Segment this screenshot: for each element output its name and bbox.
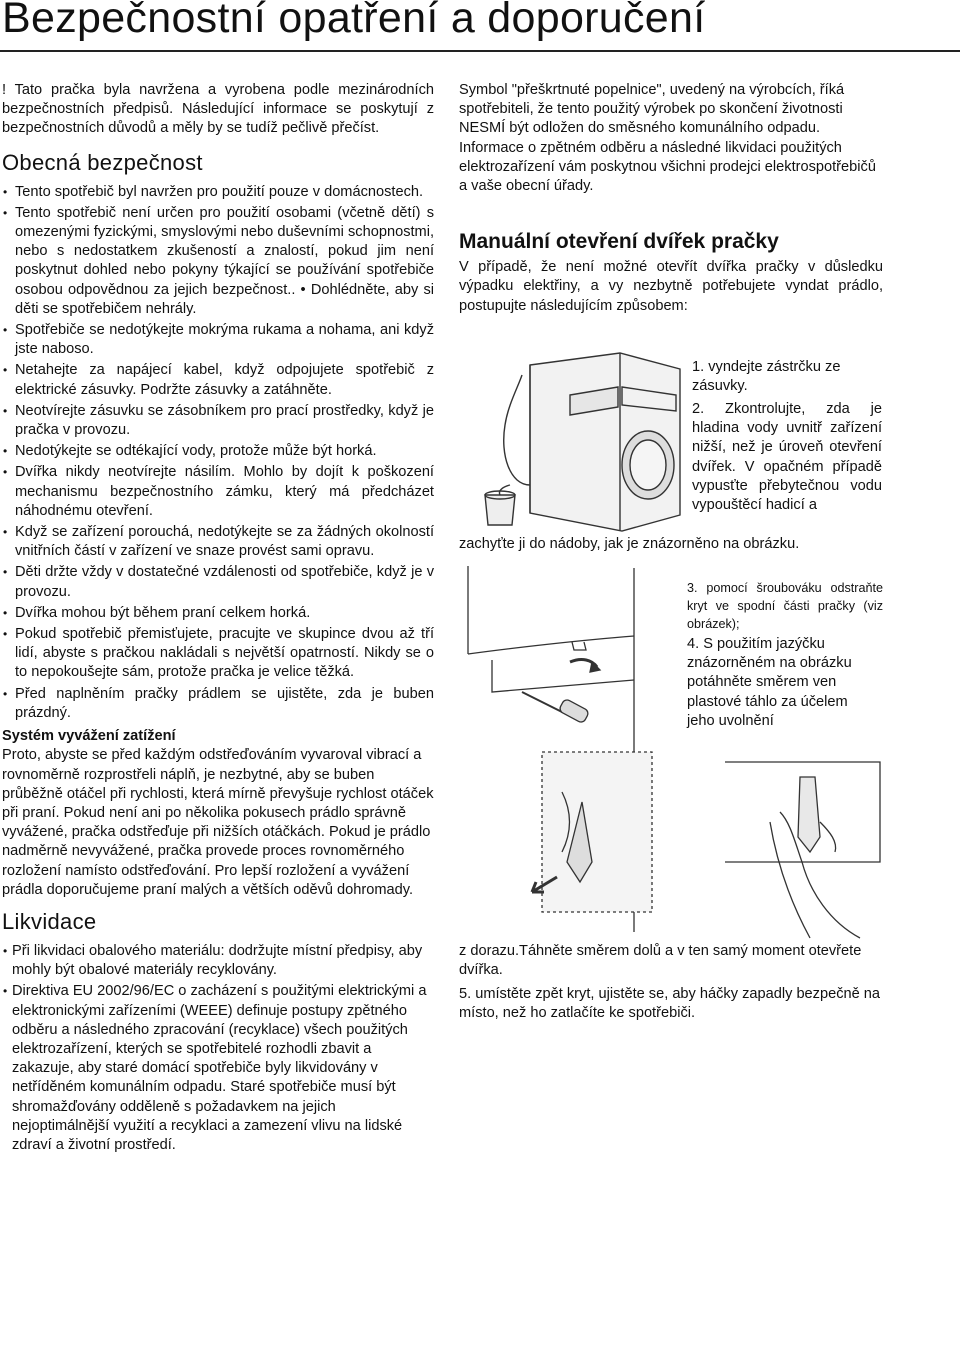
title-rule — [0, 50, 960, 52]
step-5: 5. umístěte zpět kryt, ujistěte se, aby háčky zapadly bezpečně na místo, než ho zatlačíte ke spotřebiči. — [459, 986, 881, 1022]
intro-text: ! Tato pračka byla navržena a vyrobena podle mezinárodních bezpečnostních předpisů. Následující informace se poskytují z bezpečnostních důvodů a měly by se tudíž pečlivě přečíst. — [2, 82, 434, 137]
step-3: 3. pomocí šroubováku odstraňte kryt ve spodní části pračky (viz obrázek); — [687, 581, 883, 631]
list-item: • Děti držte vždy v dostatečné vzdálenosti od spotřebiče, když je v provozu. — [2, 563, 434, 601]
step-4-continued: z dorazu.Táhněte směrem dolů a v ten samý moment otevřete dvířka. — [459, 943, 862, 979]
disposal-list — [2, 942, 434, 1155]
symbol-text: Symbol "přeškrtnuté popelnice", uvedený na výrobcích, říká spotřebiteli, že tento použitý výrobek po skončení životnosti NESMÍ být odložen do směsného komunálního odpadu. Informace o zpětném odběru a následné likvidaci použitých elektrozařízení vám poskytnou všichni prodejci elektrospotřebičů a vaše obecní úřady. — [459, 82, 876, 195]
balance-heading: Systém vyvážení zatížení — [2, 728, 176, 745]
list-item: • Dvířka nikdy neotvírejte násilím. Mohlo by dojít k poškození mechanismu bezpečnostního zámku, který má předcházet náhodnému otevření. — [2, 463, 434, 521]
list-item: • Neotvírejte zásuvku se zásobníkem pro prací prostředky, když je pračka v provozu. — [2, 402, 434, 440]
step-2: 2. Zkontrolujte, zda je hladina vody uvnitř zařízení nižší, než je úroveň otevření dvířek. V opačném případě vypusťte přebytečnou vodu vypouštěcí hadicí a — [692, 401, 882, 514]
disposal-heading: Likvidace — [2, 908, 97, 934]
general-safety-heading: Obecná bezpečnost — [2, 149, 203, 175]
list-item: • Když se zařízení porouchá, nedotýkejte se za žádných okolností vnitřních částí v zařízení ve snaze provést sami opravu. — [2, 523, 434, 561]
page-title: Bezpečnostní opatření a doporučení — [2, 0, 706, 42]
step-2-continued: zachyťte ji do nádoby, jak je znázorněno na obrázku. — [459, 536, 800, 552]
list-item: • Spotřebiče se nedotýkejte mokrýma rukama a nohama, ani když jste naboso. — [2, 321, 434, 359]
list-item: • Dvířka mohou být během praní celkem horká. — [2, 604, 434, 623]
general-safety-list — [2, 183, 434, 723]
list-item: • Při likvidaci obalového materiálu: dodržujte místní předpisy, aby mohly být obalové materiály recyklovány. — [2, 942, 434, 980]
list-item: • Netahejte za napájecí kabel, když odpojujete spotřebič z elektrické zásuvky. Podržte zásuvky a zatáhněte. — [2, 361, 434, 399]
left-column — [2, 81, 434, 1157]
list-item: • Tento spotřebič není určen pro použití osobami (včetně dětí) s omezenými fyzickými, smyslovými nebo duševními schopnostmi, nebo s nedostatkem zkušeností a znalostí, pokud jim není poskytnut dohled nebo pokyny týkající se používání spotřebiče osobou odpovědnou za jejich bezpečnost.. • Dohlédněte, aby si děti se spotřebičem nehrály. — [2, 204, 434, 319]
manual-open-heading: Manuální otevření dvířek pračky — [459, 230, 779, 254]
release-tab-illustration — [720, 752, 890, 942]
list-item: • Nedotýkejte se odtékající vody, protože může být horká. — [2, 442, 434, 461]
right-column — [459, 81, 883, 316]
step-4: 4. S použitím jazýčku znázorněném na obrázku potáhněte směrem ven plastové táhlo za účelem jeho uvolnění — [687, 636, 852, 729]
list-item: • Direktiva EU 2002/96/EC o zacházení s použitými elektrickými a elektronickými zařízeními (WEEE) definuje postupy zpětného odběru a následného zpracování (recyklace) všech použitých elektrozařízení, kterých se spotřebitelé rozhodli zbavit a zakazuje, aby staré domácí spotřebiče byly likvidovány v netříděném komunálním odpadu. Staré spotřebiče musí být shromažďovány odděleně s požadavkem na jejich nejoptimálnější využití a recyklaci a zamezení vlivu na lidské zdraví a životní prostředí. — [2, 982, 434, 1155]
list-item: • Pokud spotřebič přemisťujete, pracujte ve skupince dvou až tří lidí, abyste s pračkou nakládali s největší opatrností. Nikdy se o to nepokoušejte sám, protože pračka je velice těžká. — [2, 625, 434, 683]
list-item: • Tento spotřebič byl navržen pro použití pouze v domácnostech. — [2, 183, 434, 202]
balance-text: Proto, abyste se před každým odstřeďováním vyvaroval vibrací a rovnoměrně rozprostřeli náplň, je nezbytné, aby se buben průběžně otáčel při rychlosti, která mírně převyšuje rychlost otáček při praní. Pokud není ani po několika pokusech prádlo správně vyvážené, pračka odstřeďuje při nižších otáčkách. Pokud je prádlo nadměrně nevyvážené, pračka provede proces rovnoměrného rozložení namísto odstřeďování. Pro lepší rozložení a vyvážení prádla doporučujeme praní malých a větších oděvů dohromady. — [2, 747, 434, 898]
manual-intro: V případě, že není možné otevřít dvířka pračky v důsledku výpadku elektřiny, a vy nezbytně potřebujete vyndat prádlo, postupujte následujícím způsobem: — [459, 259, 883, 314]
list-item: • Před naplněním pračky prádlem se ujistěte, zda je buben prázdný. — [2, 685, 434, 723]
cover-removal-illustration — [462, 562, 684, 942]
step-1: 1. vyndejte zástrčku ze zásuvky. — [692, 359, 841, 395]
washing-machine-illustration — [470, 335, 690, 535]
